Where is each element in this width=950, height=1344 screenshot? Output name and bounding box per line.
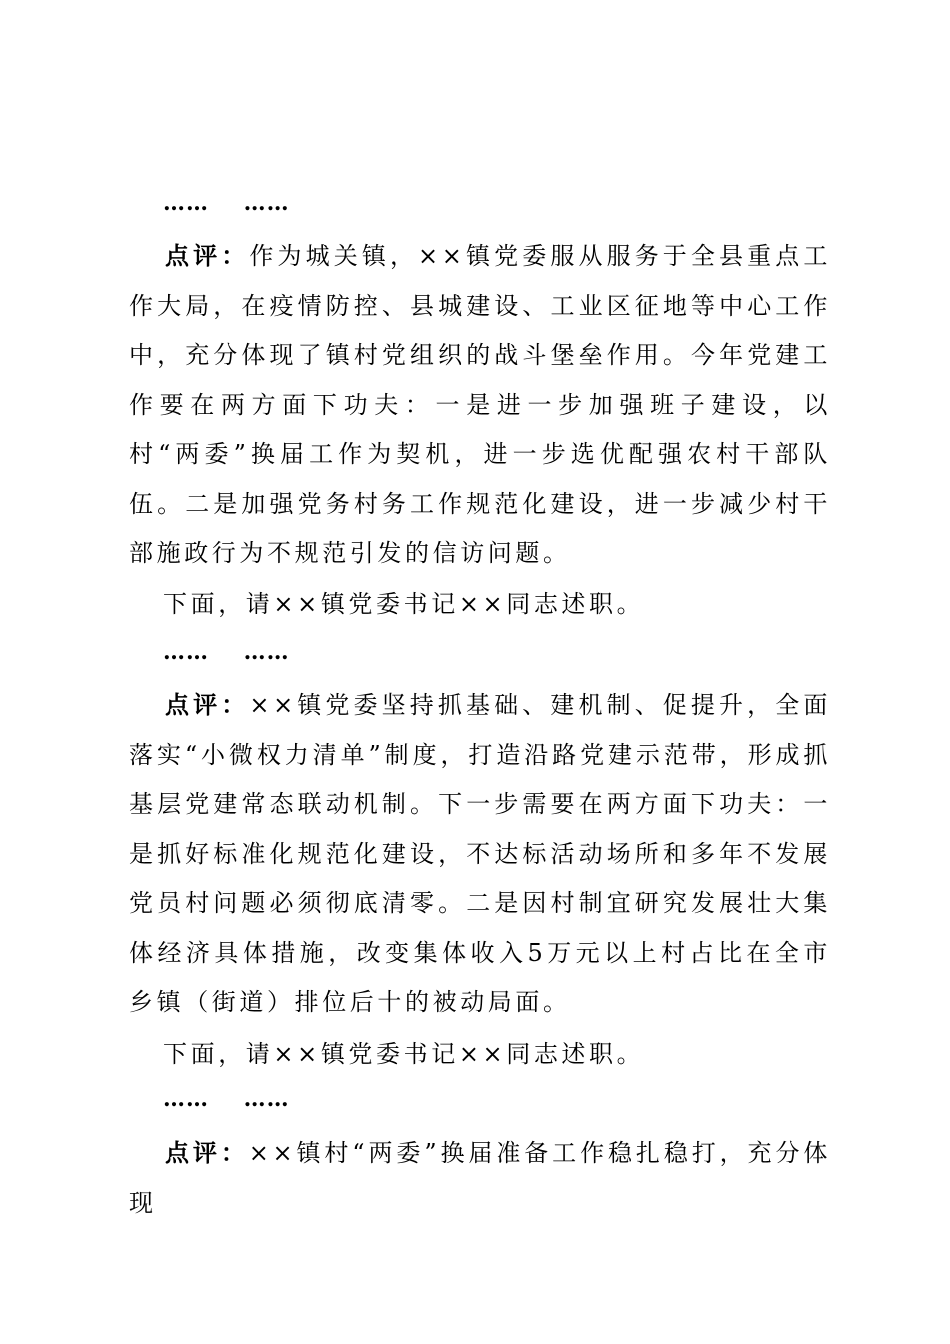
ellipsis-separator: …… …… xyxy=(163,639,290,665)
ellipsis-separator: …… …… xyxy=(163,1086,290,1112)
comment-label: 点评： xyxy=(165,1138,249,1167)
comment-label: 点评： xyxy=(165,690,250,719)
comment-paragraph xyxy=(129,680,831,1028)
ellipsis-separator: …… …… xyxy=(163,190,290,216)
next-speaker-line: 下面，请××镇党委书记××同志述职。 xyxy=(163,590,645,618)
comment-text: ××镇党委坚持抓基础、建机制、促提升，全面落实“小微权力清单”制度，打造沿路党建示范带，形成抓基层党建常态联动机制。下一步需要在两方面下功夫：一是抓好标准化规范化建设，不达标活动场所和多年不发展党员村问题必须彻底清零。二是因村制宜研究发展壮大集体经济具体措施，改变集体收入5万元以上村占比在全市乡镇（街道）排位后十的被动局面。 xyxy=(129,691,831,1016)
comment-text: 作为城关镇，××镇党委服从服务于全县重点工作大局，在疫情防控、县城建设、工业区征地等中心工作中，充分体现了镇村党组织的战斗堡垒作用。今年党建工作要在两方面下功夫：一是进一步加强班子建设，以村“两委”换届工作为契机，进一步选优配强农村干部队伍。二是加强党务村务工作规范化建设，进一步减少村干部施政行为不规范引发的信访问题。 xyxy=(129,242,831,567)
comment-paragraph xyxy=(129,231,831,579)
comment-text: ××镇村“两委”换届准备工作稳扎稳打，充分体现 xyxy=(129,1139,831,1217)
comment-paragraph xyxy=(129,1128,831,1228)
comment-label: 点评： xyxy=(165,241,250,270)
next-speaker-line: 下面，请××镇党委书记××同志述职。 xyxy=(163,1040,645,1068)
